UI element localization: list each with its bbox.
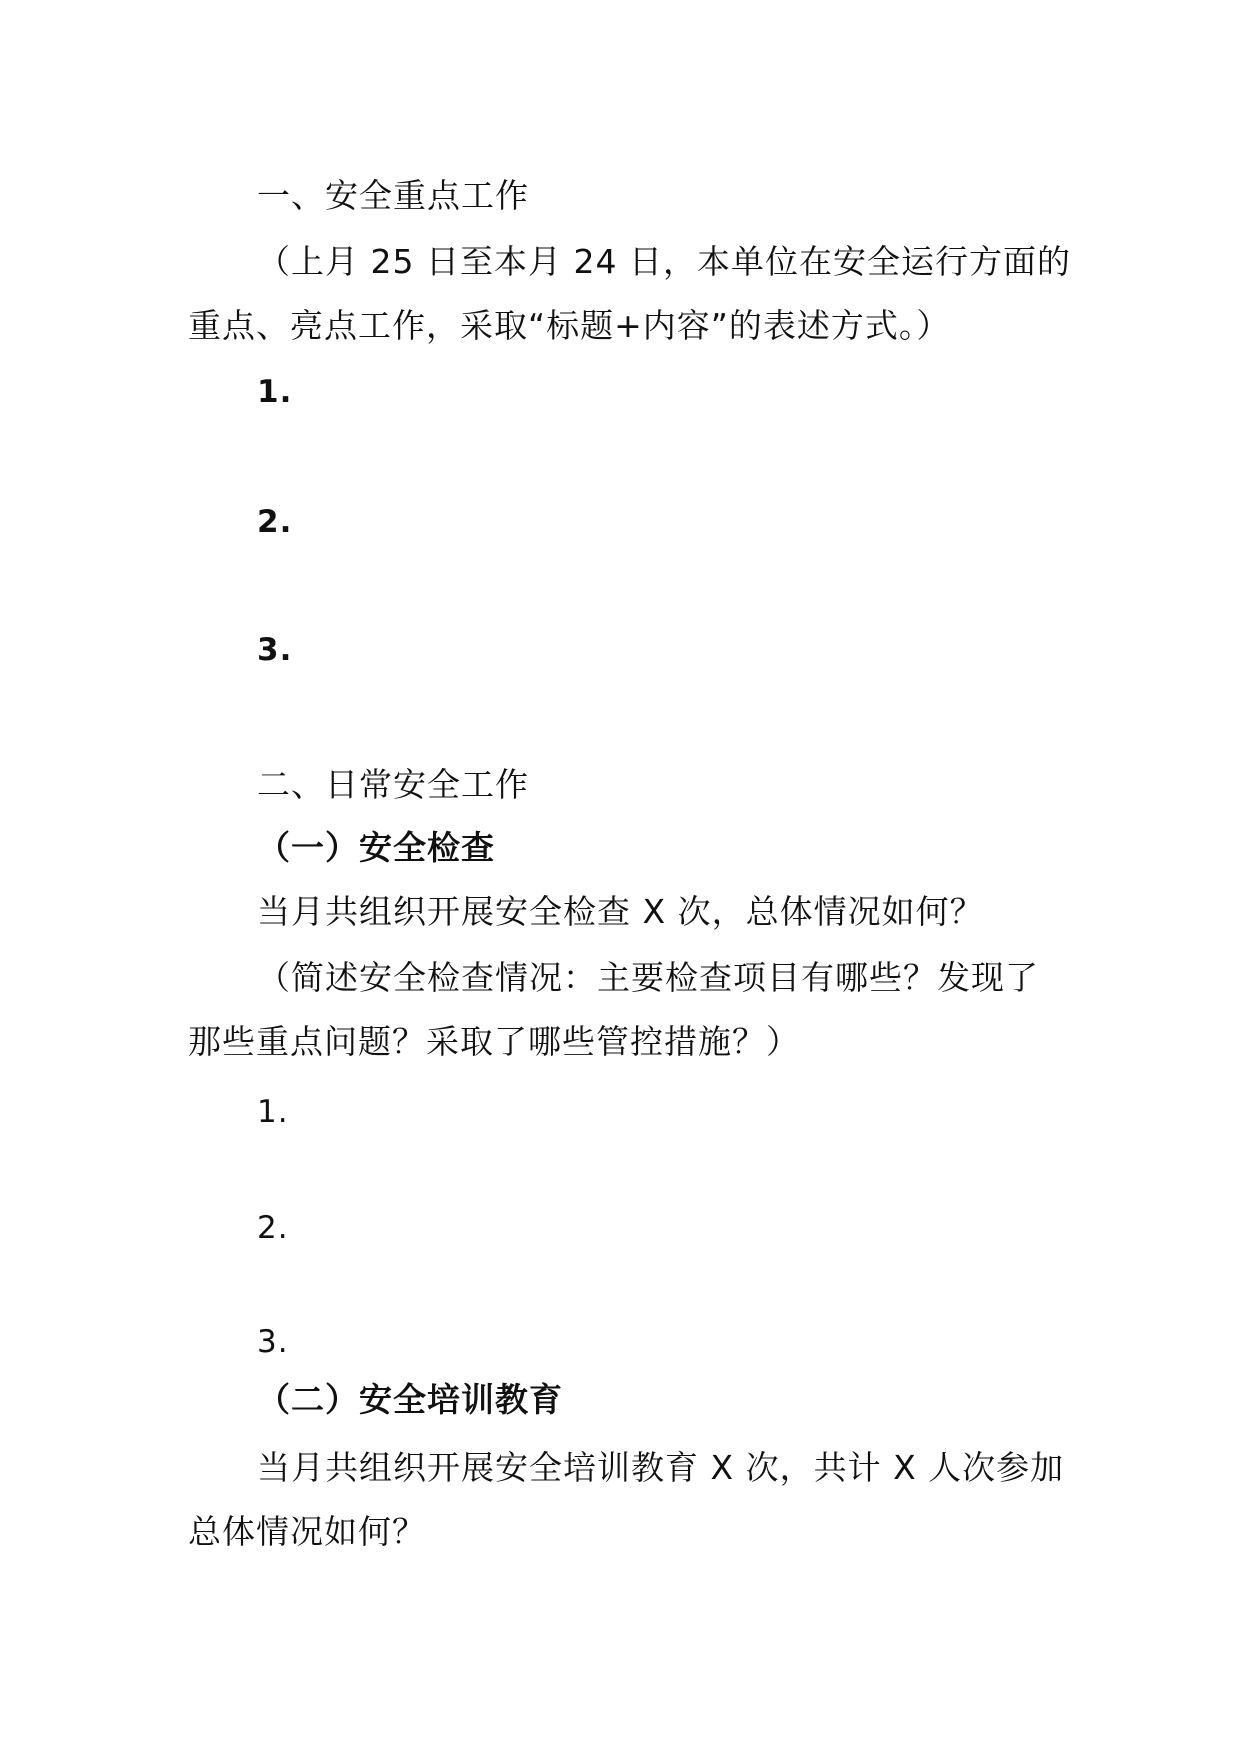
subsection1-item-2: 2. (257, 1210, 289, 1246)
subsection1-note-line2: 那些重点问题？采取了哪些管控措施？） (188, 1022, 800, 1061)
subsection2-title: （二）安全培训教育 (257, 1380, 563, 1419)
section1-heading: 一、安全重点工作 (257, 176, 529, 215)
subsection1-summary: 当月共组织开展安全检查 X 次，总体情况如何？ (257, 892, 984, 931)
section1-item-3: 3. (257, 632, 293, 668)
section1-note-line2: 重点、亮点工作，采取“标题+内容”的表述方式。） (188, 306, 951, 345)
subsection1-title: （一）安全检查 (257, 828, 495, 867)
section1-item-2: 2. (257, 504, 293, 540)
section1-note-line1: （上月 25 日至本月 24 日，本单位在安全运行方面的 (257, 242, 1071, 281)
subsection1-note-line1: （简述安全检查情况：主要检查项目有哪些？发现了 (257, 958, 1039, 997)
subsection2-summary-line2: 总体情况如何？ (188, 1512, 426, 1551)
subsection1-item-1: 1. (257, 1094, 289, 1130)
section1-item-1: 1. (257, 374, 293, 410)
subsection1-item-3: 3. (257, 1324, 289, 1360)
subsection2-summary-line1: 当月共组织开展安全培训教育 X 次，共计 X 人次参加 (257, 1448, 1065, 1487)
section2-heading: 二、日常安全工作 (257, 765, 529, 804)
